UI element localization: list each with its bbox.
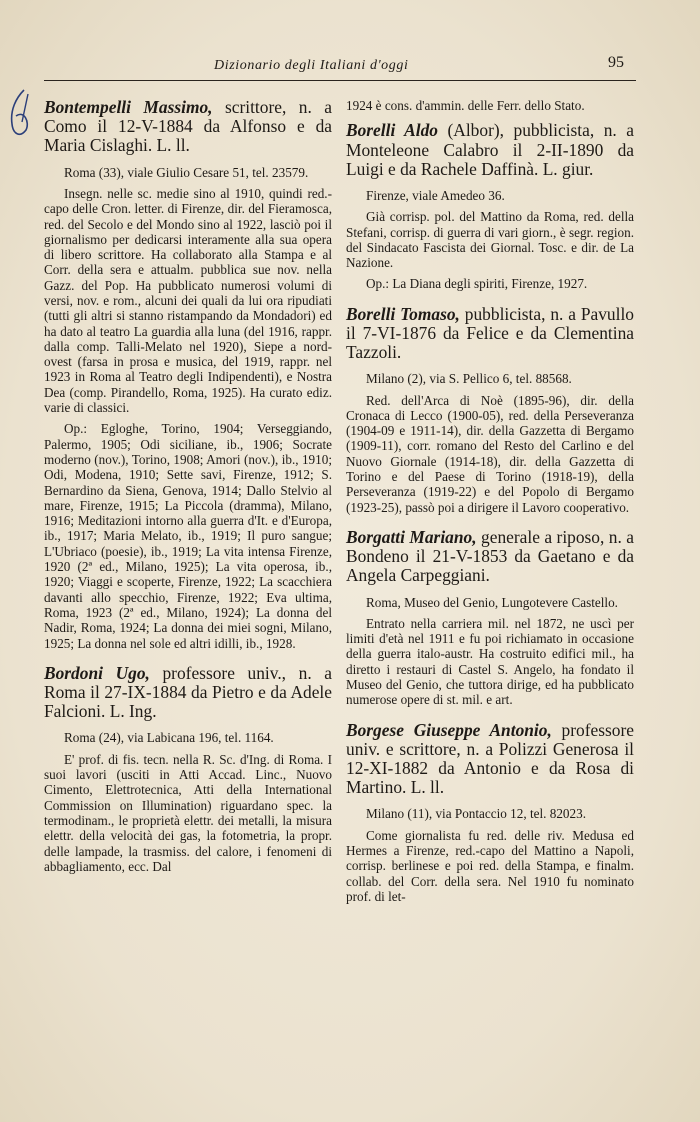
entry-bordoni — [44, 664, 332, 874]
page-number: 95 — [608, 54, 624, 71]
entry-heading-text: professore univ., n. a Roma il 27-IX-1884 da Pietro e da Adele Falcioni. L. Ing. — [44, 662, 332, 722]
entry-name: Bordoni Ugo, — [44, 662, 150, 683]
running-title: Dizionario degli Italiani d'oggi — [214, 58, 409, 73]
handwritten-margin-mark — [2, 86, 38, 146]
entry-works: Op.: La Diana degli spiriti, Firenze, 1927. — [366, 276, 588, 292]
entry-heading — [44, 98, 332, 156]
entry-heading-text: generale a riposo, n. a Bondeno il 21-V-1853 da Gaetano e da Angela Carpeggiani. — [346, 526, 635, 586]
entry-body: Insegn. nelle sc. medie sino al 1910, quindi red.-capo delle Cron. letter. di Firenze, dir. del Fieramosca, red. del Secolo e del Mondo sino al 1922, lasciò poi il giornalismo per dedicarsi interamente alla sua opera di libero scrittore. Ha collaborato alla Stampa e al Corr. della sera e attualm. pubblica sue nov. nella Gazz. del Pop. Ha pubblicato numerosi volumi di versi, nov. e rom., alcuni dei quali da lui ora ripudiati (tutti gli altri si stanno ristampando da Mondadori) ed ha dato al teatro La guardia alla luna (del 1916, rappr. dalla comp. Talli-Melato nel 1920), Siepe a nord-ovest (farsa in prosa e musica, del 1919, rappr. nel 1923 in Roma al Teatro degli Indipendenti), e Nostra Dea (comp. Pirandello, Roma, 1925). Ha curato ediz. varie di classici. — [44, 185, 332, 416]
entry-works: Op.: Egloghe, Torino, 1904; Verseggiando, Palermo, 1905; Odi siciliane, ib., 1906; Socrate moderno (nov.), Torino, 1908; Amori (nov.), ib., 1910; Odi, Modena, 1910; Sette savi, Firenze, 1912; S. Bernardino da Siena, Genova, 1914; Dallo Stelvio al mare, Firenze, 1915; La Piccola (dramma), Milano, 1916; Meditazioni intorno alla guerra d'It. e d'Europa, ib., 1917; Maria Melato, ib., 1919; Il puro sangue; L'Ubriaco (poesie), ib., 1919; La vita intensa Firenze, 1920 (2ª ed., Milano, 1925); La vita operosa, ib., 1920; Viaggi e scoperte, Firenze, 1922; La scacchiera davanti allo specchio, Firenze, 1922; Eva ultima, Roma, 1923 (2ª ed., Milano, 1924); La donna del Nadir, Roma, 1924; La donna dei miei sogni, Milano, 1925; La donna nel sole ed altri idilli, ib., 1928. — [44, 421, 332, 651]
entry-heading-text: professore univ. e scrittore, n. a Polizzi Generosa il 12-XI-1882 da Antonio e da Rosa di Martino. L. ll. — [346, 719, 634, 798]
left-column — [44, 98, 332, 887]
entry-body: Già corrisp. pol. del Mattino da Roma, red. della Stefani, corrisp. di guerra di vari giorn., è segr. region. del Sindacato Fascista dei Giornal. Tosc. e dir. de La Nazione. — [346, 209, 634, 271]
entry-body: Entrato nella carriera mil. nel 1872, ne uscì per limiti d'età nel 1911 e fu poi richiamato in occasione della guerra italo-austr. Ha costruito edifici mil., ha diretto i restauri di Castel S. Angelo, ha fondato il Museo del Genio, che tuttora dirige, ed ha pubblicato numerose opere di st. mil. e art. — [346, 615, 634, 708]
entry-heading — [44, 664, 332, 722]
entry-borgatti — [346, 528, 634, 708]
entry-heading — [346, 121, 634, 179]
entry-body: Red. dell'Arca di Noè (1895-96), dir. della Cronaca di Lecco (1900-05), red. della Perseveranza (1904-09 e 1911-14), dir. della Gazzetta di Bergamo (1909-11), corr. romano del Resto del Carlino e del Nuovo Giornale (1914-18), dir. della Gazzetta di Torino e del Paese di Torino (1918-19), della Perseveranza (1919-22) e del Popolo di Bergamo (1923-25), passò poi a dirigere il Lavoro cooperativo. — [346, 392, 634, 515]
entry-name: Borelli Aldo — [346, 120, 438, 141]
entry-address: Roma (24), via Labicana 196, tel. 1164. — [64, 730, 274, 746]
running-header — [44, 54, 636, 81]
entry-heading — [346, 721, 634, 798]
entry-borelli-aldo — [346, 121, 634, 291]
entry-heading-text: pubblicista, n. a Pavullo il 7-VI-1876 da Felice e da Clementina Tazzoli. — [346, 303, 634, 363]
entry-name: Bontempelli Massimo, — [44, 97, 213, 117]
entry-address: Firenze, viale Amedeo 36. — [366, 187, 505, 203]
entry-bontempelli — [44, 98, 332, 651]
entry-heading — [346, 528, 634, 586]
entry-address: Milano (11), via Pontaccio 12, tel. 82023. — [366, 806, 586, 822]
entry-name: Borgese Giuseppe Antonio, — [346, 719, 552, 740]
entry-continuation: 1924 è cons. d'ammin. delle Ferr. dello Stato. — [346, 98, 585, 113]
entry-heading-text: (Albor), pubblicista, n. a Monteleone Calabro il 2-II-1890 da Luigi e da Rachele Daffinà. L. giur. — [346, 120, 634, 179]
entry-heading — [346, 305, 634, 363]
entry-address: Milano (2), via S. Pellico 6, tel. 88568. — [366, 371, 572, 387]
entry-body: Come giornalista fu red. delle riv. Medusa ed Hermes a Firenze, red.-capo del Mattino a Napoli, corrisp. berlinese e poi red. della Stampa, e finalm. collab. del Corr. della sera. Nel 1910 fu nominato prof. di let- — [346, 827, 634, 904]
entry-address: Roma, Museo del Genio, Lungotevere Castello. — [366, 594, 618, 610]
entry-borelli-tomaso — [346, 305, 634, 515]
entry-name: Borgatti Mariano, — [346, 526, 477, 547]
entry-body: E' prof. di fis. tecn. nella R. Sc. d'Ing. di Roma. I suoi lavori (usciti in Atti Accad. Linc., Nuovo Cimento, Elettrotecnica, Atti della International Commission on Illumination) riguardano spec. la termodinam., le proprietà elettr. dei metalli, la misura elettr. della velocità dei gas, la fotometria, la propr. delle lampade, la trasmiss. del calore, i fenomeni di abbagliamento, ecc. Dal — [44, 751, 332, 874]
right-column — [346, 98, 634, 917]
entry-address: Roma (33), viale Giulio Cesare 51, tel. 23579. — [64, 164, 309, 180]
entry-heading-text: scrittore, n. a Como il 12-V-1884 da Alfonso e da Maria Cislaghi. L. ll. — [44, 97, 332, 156]
entry-name: Borelli Tomaso, — [346, 303, 460, 324]
entry-borgese — [346, 721, 634, 905]
